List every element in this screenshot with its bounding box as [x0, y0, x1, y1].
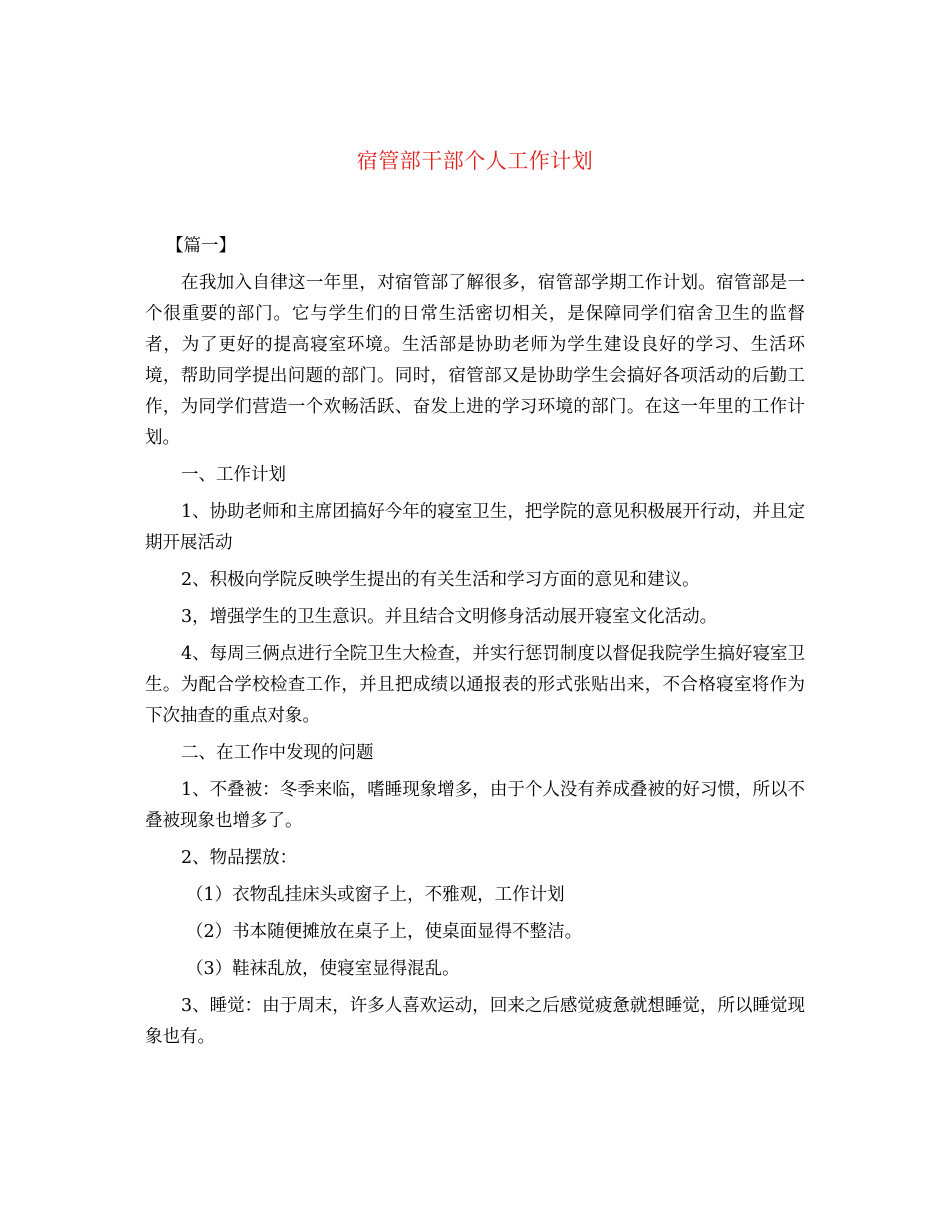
problem-subitem-3: （3）鞋袜乱放，使寝室显得混乱。 [186, 959, 460, 979]
plan-item-2: 2、积极向学院反映学生提出的有关生活和学习方面的意见和建议。 [181, 570, 700, 590]
heading-work-plan: 一、工作计划 [181, 465, 286, 485]
plan-item-4: 4、每周三俩点进行全院卫生大检查，并实行惩罚制度以督促我院学生搞好寝室卫生。为配合学校检查工作，并且把成绩以通报表的形式张贴出来，不合格寝室将作为下次抽查的重点对象。 [145, 644, 805, 726]
paragraph-intro: 在我加入自律这一年里，对宿管部了解很多，宿管部学期工作计划。宿管部是一个很重要的部门。它与学生们的日常生活密切相关，是保障同学们宿舍卫生的监督者，为了更好的提高寝室环境。生活部是协助老师为学生建设良好的学习、生活环境，帮助同学提出问题的部门。同时，宿管部又是协助学生会搞好各项活动的后勤工作，为同学们营造一个欢畅活跃、奋发上进的学习环境的部门。在这一年里的工作计划。 [145, 273, 805, 448]
problem-subitem-2: （2）书本随便摊放在桌子上，使桌面显得不整洁。 [186, 922, 583, 942]
document-title: 宿管部干部个人工作计划 [356, 149, 594, 173]
section-label: 【篇一】 [166, 236, 236, 256]
problem-subitem-1: （1）衣物乱挂床头或窗子上，不雅观，工作计划 [186, 885, 565, 905]
problem-item-3: 3、睡觉：由于周末，许多人喜欢运动，回来之后感觉疲惫就想睡觉，所以睡觉现象也有。 [145, 996, 805, 1047]
plan-item-1: 1、协助老师和主席团搞好今年的寝室卫生，把学院的意见积极展开行动，并且定期开展活动 [145, 502, 805, 553]
plan-item-3: 3，增强学生的卫生意识。并且结合文明修身活动展开寝室文化活动。 [181, 607, 718, 627]
problem-item-1: 1、不叠被：冬季来临，嗜睡现象增多，由于个人没有养成叠被的好习惯，所以不叠被现象也增多了。 [145, 780, 805, 831]
heading-problems: 二、在工作中发现的问题 [181, 743, 374, 763]
document-body [145, 231, 805, 1059]
problem-item-2: 2、物品摆放： [181, 848, 298, 868]
